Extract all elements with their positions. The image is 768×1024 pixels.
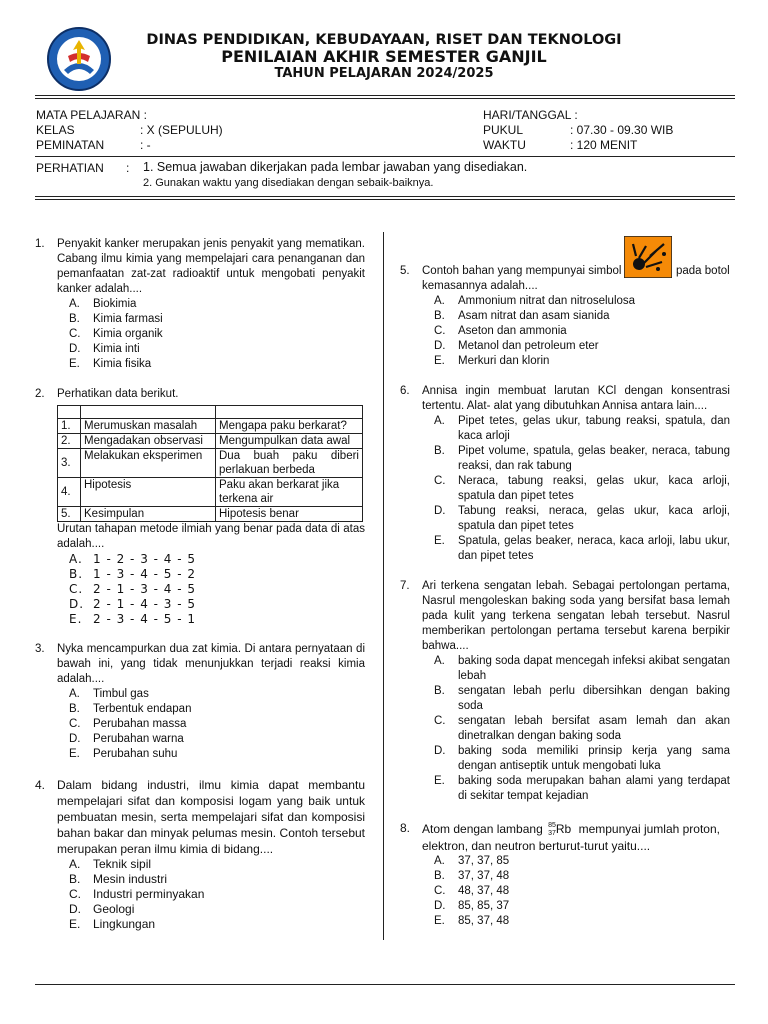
option-letter: D.: [69, 597, 85, 611]
option: [400, 324, 730, 339]
question-number: 6.: [400, 385, 410, 397]
table-cell: Hipotesis: [81, 478, 216, 507]
right-column: [400, 236, 730, 929]
option-letter: B.: [434, 310, 445, 322]
option-letter: C.: [69, 887, 81, 901]
footer-rule: [35, 984, 735, 985]
question-text: [422, 819, 730, 839]
question-text-part: pada botol: [676, 265, 730, 277]
table-cell: Dua buah paku diberi perlakuan berbeda: [216, 449, 363, 478]
option-text: Pipet tetes, gelas ukur, tabung reaksi, spatula, dan kaca arloji: [458, 415, 730, 442]
option-text: sengatan lebah bersifat asam lemah dan akan dinetralkan dengan baking soda: [458, 715, 730, 742]
question-text-part: elektron, dan neutron berturut-turut yaitu....: [422, 839, 651, 853]
option: [400, 774, 730, 804]
perhatian-label: PERHATIAN: [36, 161, 104, 175]
option-letter: E.: [69, 612, 83, 626]
option-letter: A.: [69, 298, 80, 310]
table-cell: Mengapa paku berkarat?: [216, 419, 363, 434]
option: [400, 869, 730, 884]
option-letter: A.: [69, 688, 80, 700]
question-5: [400, 236, 730, 369]
option-letter: C.: [434, 325, 446, 337]
option-text: Neraca, tabung reaksi, gelas ukur, kaca arloji, spatula dan pipet tetes: [458, 475, 730, 502]
option-text: Perubahan warna: [93, 733, 184, 745]
waktu-value: : 120 MENIT: [570, 138, 638, 152]
option-text: 1 - 2 - 3 - 4 - 5: [93, 552, 197, 566]
option-letter: D.: [69, 343, 81, 355]
left-column: [35, 237, 365, 932]
question-text-after-table: Urutan tahapan metode ilmiah yang benar pada data di atas adalah....: [57, 523, 365, 550]
option: [35, 872, 365, 887]
option-letter: D.: [434, 340, 446, 352]
question-4: [35, 777, 365, 932]
question-number: 1.: [35, 238, 45, 250]
option: [400, 309, 730, 324]
nuclide-numbers: [548, 822, 556, 838]
table-cell: Melakukan eksperimen: [81, 449, 216, 478]
option: [400, 914, 730, 929]
scientific-method-table: [57, 405, 363, 522]
option-text: Terbentuk endapan: [93, 703, 192, 715]
question-text: Dalam bidang industri, ilmu kimia dapat membantu mempelajari sifat dan komposisi logam yang baik untuk pembuatan mesin, serta mempelajari sifat dan komposisi bahan bakar dan minyak pelumas mesin. Contoh tersebut merupakan peran ilmu kimia di bidang....: [57, 778, 365, 856]
table-cell: 4.: [58, 478, 81, 507]
question-text-part: Atom dengan lambang: [422, 822, 543, 836]
option-letter: D.: [434, 745, 446, 757]
mass-number: 85: [548, 821, 556, 829]
perhatian-colon: :: [126, 161, 130, 175]
perhatian-item-2: 2. Gunakan waktu yang disediakan dengan sebaik-baiknya.: [143, 177, 434, 189]
table-cell: Kesimpulan: [81, 507, 216, 522]
option-text: Biokimia: [93, 298, 137, 310]
option-letter: B.: [69, 872, 81, 886]
option-text: Kimia organik: [93, 328, 163, 340]
perhatian-item-1: 1. Semua jawaban dikerjakan pada lembar jawaban yang disediakan.: [143, 160, 528, 174]
question-text: Perhatikan data berikut.: [57, 388, 179, 400]
option-letter: A.: [434, 415, 445, 427]
option: [35, 732, 365, 747]
option-letter: C.: [434, 715, 446, 727]
option-letter: D.: [434, 505, 446, 517]
option: [400, 294, 730, 309]
option-text: Timbul gas: [93, 688, 149, 700]
option: [35, 702, 365, 717]
peminatan-value: : -: [140, 138, 151, 152]
question-number: 2.: [35, 388, 45, 400]
option: [35, 582, 365, 597]
option-text: Asam nitrat dan asam sianida: [458, 310, 610, 322]
option-letter: B.: [69, 313, 80, 325]
option-text: Kimia inti: [93, 343, 140, 355]
option: [35, 357, 365, 372]
option-letter: D.: [69, 902, 81, 916]
option: [400, 744, 730, 774]
option-letter: A.: [434, 295, 445, 307]
option-letter: A.: [69, 552, 83, 566]
explosive-hazard-icon: [624, 236, 672, 278]
perhatian-rule-bottom: [35, 199, 735, 200]
option: [400, 854, 730, 869]
option-text: Industri perminyakan: [93, 887, 205, 901]
option-text: Metanol dan petroleum eter: [458, 340, 599, 352]
option: [35, 327, 365, 342]
option-letter: C.: [69, 582, 84, 596]
option-letter: C.: [434, 475, 446, 487]
option-text: Kimia fisika: [93, 358, 152, 370]
option-letter: E.: [434, 775, 445, 787]
option-letter: E.: [69, 748, 80, 760]
option: [400, 884, 730, 899]
option-text: baking soda dapat mencegah infeksi akibat sengatan lebah: [458, 655, 730, 682]
option: [35, 857, 365, 872]
table-row: [58, 507, 363, 522]
atomic-number: 37: [548, 829, 556, 837]
question-8: [400, 819, 730, 929]
question-text-part: mempunyai jumlah proton,: [578, 822, 720, 836]
option: [400, 444, 730, 474]
question-text: Nyka mencampurkan dua zat kimia. Di antara pernyataan di bawah ini, yang tidak menunjukkan terjadi reaksi kimia adalah....: [57, 643, 365, 685]
column-divider: [383, 232, 384, 940]
option-text: Mesin industri: [93, 872, 168, 886]
option: [35, 902, 365, 917]
question-text: Ari terkena sengatan lebah. Sebagai pertolongan pertama, Nasrul mengoleskan baking soda yang bersifat basa lemah pada kulit yang terkena sengatan lebah tersebut. Nasrul memberikan pertolongan pertama tersebut karena berpikir bahwa....: [422, 580, 730, 652]
option: [35, 567, 365, 582]
option: [35, 297, 365, 312]
option-text: Kimia farmasi: [93, 313, 163, 325]
option: [35, 552, 365, 567]
option: [400, 474, 730, 504]
question-number: 7.: [400, 580, 410, 592]
option-text: Geologi: [93, 902, 135, 916]
question-1: [35, 237, 365, 372]
option-text: baking soda merupakan bahan alami yang terdapat di sekitar tempat kejadian: [458, 775, 730, 802]
option-text: 85, 37, 48: [458, 915, 510, 927]
question-number: 5.: [400, 265, 410, 277]
table-row: [58, 434, 363, 449]
kelas-label: KELAS: [36, 123, 75, 137]
option: [35, 747, 365, 762]
header-agency: DINAS PENDIDIKAN, KEBUDAYAAN, RISET DAN TEKNOLOGI: [146, 32, 622, 48]
question-text-part: Contoh bahan yang mempunyai simbol: [422, 265, 622, 277]
option-text: 2 - 3 - 4 - 5 - 1: [93, 612, 197, 626]
option: [35, 687, 365, 702]
option-text: baking soda memiliki prinsip kerja yang sama dengan antiseptik untuk mengobati luka: [458, 745, 730, 772]
question-7: [400, 579, 730, 804]
question-number: 3.: [35, 643, 45, 655]
option-letter: C.: [69, 328, 81, 340]
option-letter: D.: [69, 733, 81, 745]
header-rule-bottom: [35, 98, 735, 99]
option-text: Ammonium nitrat dan nitroselulosa: [458, 295, 636, 307]
option: [35, 597, 365, 612]
table-row: [58, 478, 363, 507]
option: [35, 917, 365, 932]
table-cell: Mengumpulkan data awal: [216, 434, 363, 449]
option-letter: B.: [434, 685, 445, 697]
option-text: 37, 37, 85: [458, 855, 510, 867]
option-text: 37, 37, 48: [458, 870, 510, 882]
table-cell: 3.: [58, 449, 81, 478]
table-cell: Mengadakan observasi: [81, 434, 216, 449]
perhatian-rule-top: [35, 196, 735, 197]
option-text: Tabung reaksi, neraca, gelas ukur, kaca arloji, spatula dan pipet tetes: [458, 505, 730, 532]
option-letter: A.: [69, 857, 81, 871]
option-letter: B.: [69, 567, 84, 581]
option-text: 2 - 1 - 4 - 3 - 5: [93, 597, 197, 611]
option: [400, 654, 730, 684]
question-text: Annisa ingin membuat larutan KCl dengan konsentrasi tertentu. Alat- alat yang dibutuhkan Annisa antara lain....: [422, 385, 730, 412]
question-number: 8.: [400, 821, 411, 835]
pukul-value: : 07.30 - 09.30 WIB: [570, 123, 674, 137]
table-cell: 5.: [58, 507, 81, 522]
table-row: [58, 419, 363, 434]
question-number: 4.: [35, 778, 46, 792]
option-letter: A.: [434, 655, 445, 667]
option-letter: A.: [434, 855, 445, 867]
option-text: 85, 85, 37: [458, 900, 510, 912]
option: [400, 504, 730, 534]
option-letter: C.: [434, 885, 446, 897]
option-letter: B.: [69, 703, 80, 715]
table-row: [58, 406, 363, 419]
option: [400, 339, 730, 354]
option: [400, 414, 730, 444]
question-text: [422, 264, 730, 279]
option-letter: E.: [69, 917, 81, 931]
option-text: 48, 37, 48: [458, 885, 510, 897]
waktu-label: WAKTU: [483, 138, 526, 152]
table-cell: Paku akan berkarat jika terkena air: [216, 478, 363, 507]
option-text: 2 - 1 - 3 - 4 - 5: [93, 582, 197, 596]
option: [35, 612, 365, 627]
option-text: Lingkungan: [93, 917, 156, 931]
table-cell: Merumuskan masalah: [81, 419, 216, 434]
question-3: [35, 642, 365, 762]
kelas-value: : X (SEPULUH): [140, 123, 223, 137]
option-text: sengatan lebah perlu dibersihkan dengan baking soda: [458, 685, 730, 712]
option-text: Merkuri dan klorin: [458, 355, 550, 367]
question-6: [400, 384, 730, 564]
peminatan-label: PEMINATAN: [36, 138, 105, 152]
mapel-label: MATA PELAJARAN :: [36, 108, 147, 122]
element-symbol: Rb: [555, 822, 572, 836]
option-letter: E.: [69, 358, 80, 370]
header-rule-top: [35, 95, 735, 96]
option-letter: B.: [434, 870, 445, 882]
option-letter: E.: [434, 355, 445, 367]
option: [400, 684, 730, 714]
pukul-label: PUKUL: [483, 123, 524, 137]
header-exam-title: PENILAIAN AKHIR SEMESTER GANJIL: [221, 47, 547, 66]
option: [35, 312, 365, 327]
option-letter: E.: [434, 915, 445, 927]
question-text-part: kemasannya adalah....: [422, 280, 538, 292]
question-text: Penyakit kanker merupakan jenis penyakit yang mematikan. Cabang ilmu kimia yang mempelajari cara penanganan dan pemanfaatan zat-zat radioaktif untuk mengobati penyakit kanker adalah....: [57, 238, 365, 295]
option: [400, 354, 730, 369]
hari-label: HARI/TANGGAL :: [483, 108, 578, 122]
table-cell: 1.: [58, 419, 81, 434]
option: [400, 714, 730, 744]
header-school-year: TAHUN PELAJARAN 2024/2025: [274, 66, 494, 81]
option-text: Perubahan massa: [93, 718, 187, 730]
table-cell: 2.: [58, 434, 81, 449]
option-text: Aseton dan ammonia: [458, 325, 567, 337]
option-letter: D.: [434, 900, 446, 912]
option-letter: B.: [434, 445, 445, 457]
option-letter: E.: [434, 535, 445, 547]
option: [35, 887, 365, 902]
option-letter: C.: [69, 718, 81, 730]
option-text: Pipet volume, spatula, gelas beaker, neraca, tabung reaksi, dan rak tabung: [458, 445, 730, 472]
option: [400, 899, 730, 914]
option-text: Spatula, gelas beaker, neraca, kaca arloji, labu ukur, dan pipet tetes: [458, 535, 730, 562]
option: [400, 534, 730, 564]
option-text: 1 - 3 - 4 - 5 - 2: [93, 567, 197, 581]
option-text: Perubahan suhu: [93, 748, 178, 760]
table-row: [58, 449, 363, 478]
option-text: Teknik sipil: [93, 857, 152, 871]
option: [35, 342, 365, 357]
table-cell: Hipotesis benar: [216, 507, 363, 522]
question-2: [35, 387, 365, 627]
option: [35, 717, 365, 732]
info-rule: [35, 156, 735, 157]
